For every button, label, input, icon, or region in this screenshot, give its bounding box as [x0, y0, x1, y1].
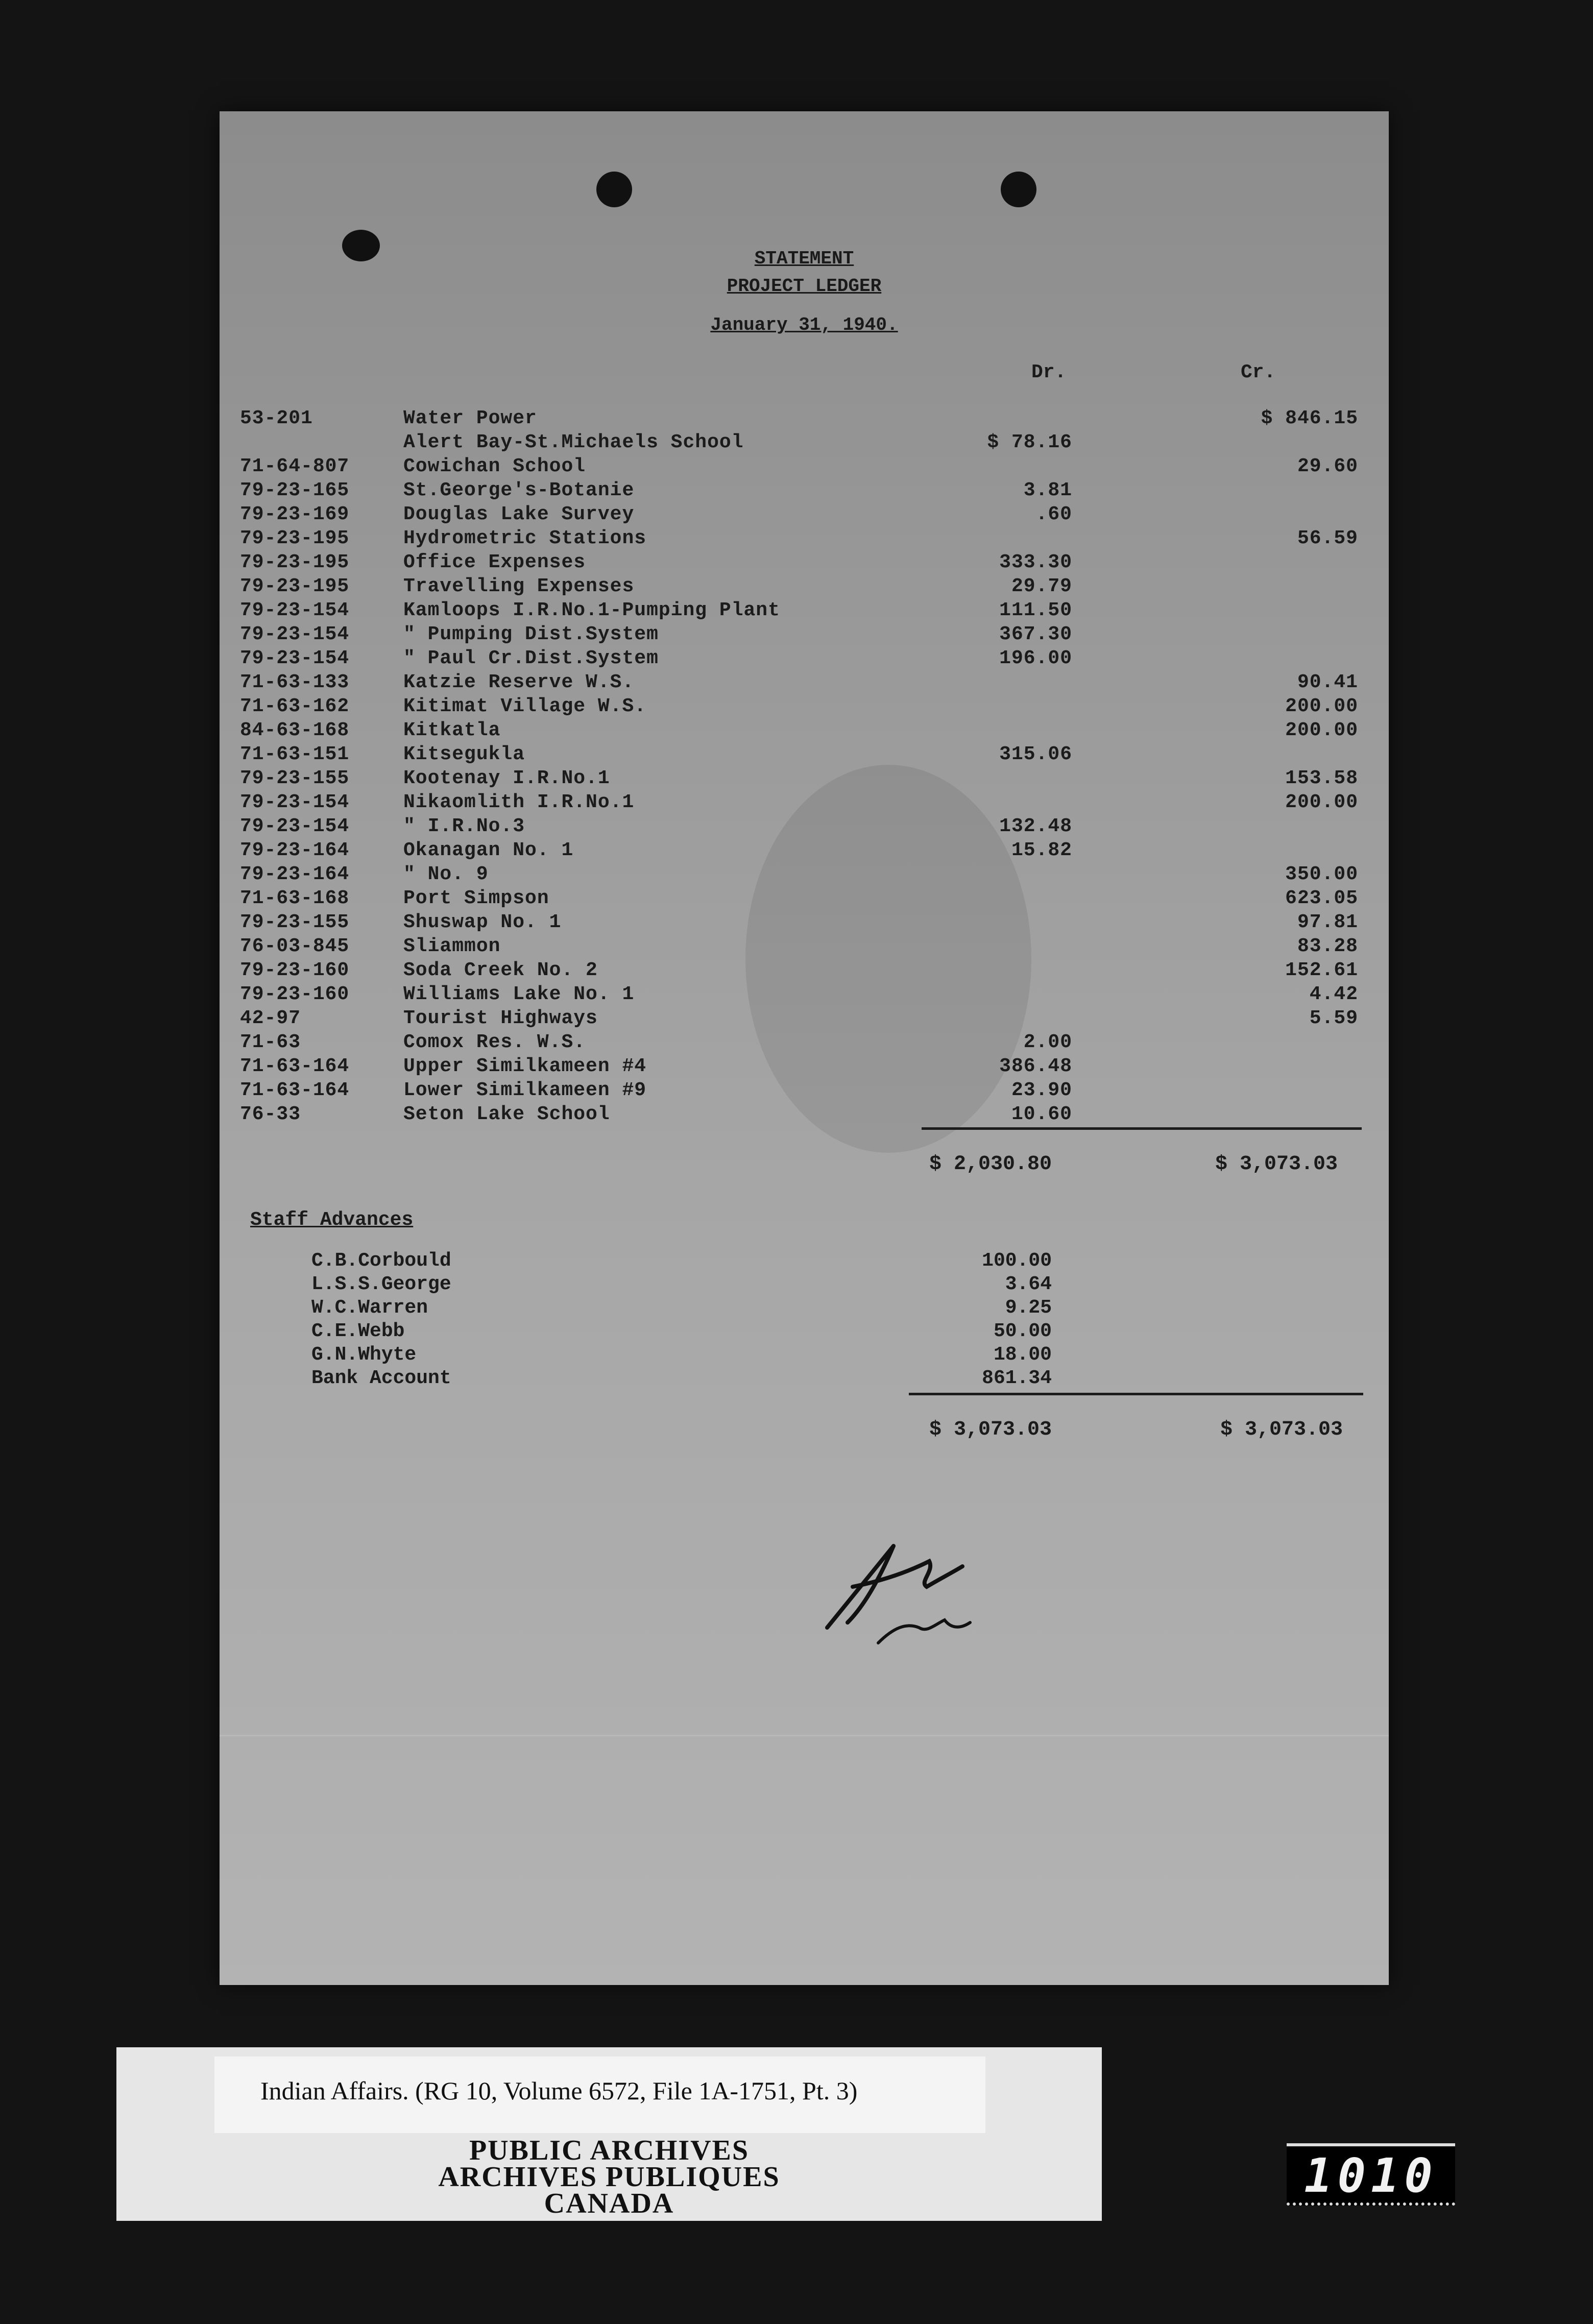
ledger-credit: 29.60 [1297, 455, 1358, 477]
ledger-credit: 97.81 [1297, 911, 1358, 933]
ledger-credit: $ 846.15 [1261, 407, 1358, 429]
ledger-code: 71-63-133 [240, 671, 350, 693]
ledger-description: Sliammon [403, 935, 501, 957]
staff-advance-amount: 3.64 [1005, 1273, 1052, 1295]
ledger-row [240, 791, 1373, 815]
ledger-debit: 367.30 [999, 623, 1072, 645]
ledger-description: Tourist Highways [403, 1007, 598, 1029]
ledger-description: Katzie Reserve W.S. [403, 671, 635, 693]
ledger-row [240, 479, 1373, 503]
ledger-credit: 5.59 [1309, 1007, 1358, 1029]
ledger-row [240, 983, 1373, 1007]
ledger-credit: 152.61 [1285, 959, 1358, 981]
ledger-debit: 10.60 [1011, 1103, 1072, 1125]
ledger-code: 79-23-160 [240, 959, 350, 981]
ledger-debit: 29.79 [1011, 575, 1072, 597]
ledger-row [240, 743, 1373, 767]
staff-advance-name: G.N.Whyte [311, 1344, 417, 1366]
ledger-row [240, 719, 1373, 743]
staff-advance-row [311, 1344, 1077, 1367]
statement-title: STATEMENT [754, 248, 854, 269]
ledger-code: 84-63-168 [240, 719, 350, 741]
grand-total-rule [909, 1393, 1363, 1395]
staff-advance-row [311, 1273, 1077, 1297]
ledger-description: " No. 9 [403, 863, 489, 885]
ledger-code: 76-03-845 [240, 935, 350, 957]
ledger-description: Soda Creek No. 2 [403, 959, 598, 981]
staff-advance-name: W.C.Warren [311, 1297, 428, 1319]
ledger-description: Upper Similkameen #4 [403, 1055, 647, 1077]
ledger-description: Nikaomlith I.R.No.1 [403, 791, 635, 813]
ledger-row [240, 1103, 1373, 1127]
staff-advance-amount: 9.25 [1005, 1297, 1052, 1319]
debit-column-header: Dr. [1031, 361, 1067, 383]
ledger-row [240, 551, 1373, 575]
frame-number: 1010 [1304, 2148, 1438, 2203]
ledger-title: PROJECT LEDGER [727, 276, 882, 297]
ledger-description: Williams Lake No. 1 [403, 983, 635, 1005]
staff-advance-row [311, 1320, 1077, 1344]
ledger-credit: 56.59 [1297, 527, 1358, 549]
ledger-debit: 15.82 [1011, 839, 1072, 861]
ledger-description: " I.R.No.3 [403, 815, 525, 837]
ledger-row [240, 671, 1373, 695]
staff-advance-name: C.E.Webb [311, 1320, 405, 1342]
fold-line [220, 1735, 1389, 1736]
ledger-row [240, 431, 1373, 455]
ledger-row [240, 407, 1373, 431]
ledger-debit: 196.00 [999, 647, 1072, 669]
ledger-description: Water Power [403, 407, 537, 429]
ledger-code: 79-23-164 [240, 839, 350, 861]
ledger-description: Okanagan No. 1 [403, 839, 574, 861]
ledger-code: 79-23-154 [240, 599, 350, 621]
ledger-code: 79-23-169 [240, 503, 350, 525]
staff-advance-amount: 100.00 [982, 1250, 1052, 1272]
staff-advance-name: Bank Account [311, 1367, 451, 1389]
ledger-description: Kamloops I.R.No.1-Pumping Plant [403, 599, 780, 621]
ledger-debit: 23.90 [1011, 1079, 1072, 1101]
ledger-row [240, 695, 1373, 719]
punch-hole [1001, 172, 1036, 207]
ledger-code: 79-23-195 [240, 551, 350, 573]
ledger-debit: 333.30 [999, 551, 1072, 573]
ledger-code: 79-23-195 [240, 575, 350, 597]
ledger-row [240, 575, 1373, 599]
staff-advance-row [311, 1297, 1077, 1320]
ledger-credit: 350.00 [1285, 863, 1358, 885]
staff-advance-amount: 50.00 [993, 1320, 1052, 1342]
ledger-row [240, 887, 1373, 911]
ledger-row [240, 959, 1373, 983]
ledger-description: Office Expenses [403, 551, 586, 573]
ledger-description: " Paul Cr.Dist.System [403, 647, 659, 669]
ledger-row [240, 935, 1373, 959]
punch-hole [596, 172, 632, 207]
ledger-description: Alert Bay-St.Michaels School [403, 431, 744, 453]
ledger-row [240, 815, 1373, 839]
archive-line-1: PUBLIC ARCHIVES [469, 2135, 750, 2166]
ledger-sheet [220, 111, 1389, 1985]
subtotal-rule [922, 1127, 1362, 1130]
staff-advance-row [311, 1367, 1077, 1391]
ledger-code: 79-23-164 [240, 863, 350, 885]
ledger-debit: 2.00 [1023, 1031, 1072, 1053]
ledger-code: 79-23-195 [240, 527, 350, 549]
credit-subtotal: $ 3,073.03 [1215, 1153, 1338, 1176]
ledger-row [240, 1055, 1373, 1079]
ledger-row [240, 527, 1373, 551]
ledger-description: Port Simpson [403, 887, 549, 909]
ledger-credit: 200.00 [1285, 719, 1358, 741]
frame-number-label [1287, 2143, 1455, 2206]
ledger-credit: 153.58 [1285, 767, 1358, 789]
ledger-code: 71-63-168 [240, 887, 350, 909]
ledger-code: 42-97 [240, 1007, 301, 1029]
ledger-debit: $ 78.16 [987, 431, 1072, 453]
ledger-credit: 90.41 [1297, 671, 1358, 693]
ledger-code: 79-23-154 [240, 791, 350, 813]
ledger-description: Comox Res. W.S. [403, 1031, 586, 1053]
ledger-description: Hydrometric Stations [403, 527, 647, 549]
ledger-description: Seton Lake School [403, 1103, 610, 1125]
ledger-code: 79-23-160 [240, 983, 350, 1005]
ledger-debit: 132.48 [999, 815, 1072, 837]
ledger-debit: 315.06 [999, 743, 1072, 765]
ledger-description: Kitkatla [403, 719, 501, 741]
ledger-debit: 3.81 [1023, 479, 1072, 501]
ledger-description: Lower Similkameen #9 [403, 1079, 647, 1101]
ledger-code: 71-63 [240, 1031, 301, 1053]
ledger-credit: 623.05 [1285, 887, 1358, 909]
archive-reference: Indian Affairs. (RG 10, Volume 6572, File 1A-1751, Pt. 3) [260, 2076, 858, 2105]
handwritten-signature [817, 1526, 980, 1648]
ledger-row [240, 839, 1373, 863]
ledger-code: 76-33 [240, 1103, 301, 1125]
ledger-credit: 4.42 [1309, 983, 1358, 1005]
ledger-description: Shuswap No. 1 [403, 911, 562, 933]
ledger-row [240, 1031, 1373, 1055]
ledger-debit: 111.50 [999, 599, 1072, 621]
ledger-row [240, 1079, 1373, 1103]
archive-line-3: CANADA [544, 2188, 674, 2219]
staff-advances-title: Staff Advances [250, 1209, 414, 1231]
ledger-code: 53-201 [240, 407, 313, 429]
ledger-credit: 200.00 [1285, 791, 1358, 813]
ledger-code: 79-23-154 [240, 647, 350, 669]
ledger-code: 71-63-162 [240, 695, 350, 717]
staff-advance-name: C.B.Corbould [311, 1250, 451, 1272]
ledger-row [240, 623, 1373, 647]
archive-reference-card [214, 2056, 985, 2133]
ledger-row [240, 767, 1373, 791]
ledger-description: Douglas Lake Survey [403, 503, 635, 525]
ledger-debit: 386.48 [999, 1055, 1072, 1077]
staff-advance-row [311, 1250, 1077, 1273]
ledger-description: Kitsegukla [403, 743, 525, 765]
ledger-row [240, 455, 1373, 479]
ledger-description: " Pumping Dist.System [403, 623, 659, 645]
credit-grand-total: $ 3,073.03 [1220, 1418, 1343, 1441]
ledger-row [240, 911, 1373, 935]
ledger-row [240, 1007, 1373, 1031]
ledger-code: 71-63-164 [240, 1055, 350, 1077]
ledger-row [240, 503, 1373, 527]
ledger-row [240, 863, 1373, 887]
ledger-code: 79-23-154 [240, 815, 350, 837]
debit-subtotal: $ 2,030.80 [929, 1153, 1052, 1176]
ledger-code: 79-23-155 [240, 911, 350, 933]
ledger-code: 79-23-155 [240, 767, 350, 789]
ledger-code: 71-63-164 [240, 1079, 350, 1101]
ledger-code: 79-23-154 [240, 623, 350, 645]
archive-line-2: ARCHIVES PUBLIQUES [438, 2161, 780, 2193]
ledger-code: 71-64-807 [240, 455, 350, 477]
ledger-code: 79-23-165 [240, 479, 350, 501]
staff-advance-amount: 18.00 [993, 1344, 1052, 1366]
ledger-description: St.George's-Botanie [403, 479, 635, 501]
ledger-row [240, 599, 1373, 623]
statement-date: January 31, 1940. [710, 314, 898, 335]
ledger-description: Kootenay I.R.No.1 [403, 767, 610, 789]
staff-advance-name: L.S.S.George [311, 1273, 451, 1295]
ledger-credit: 83.28 [1297, 935, 1358, 957]
ledger-description: Travelling Expenses [403, 575, 635, 597]
credit-column-header: Cr. [1241, 361, 1276, 383]
ledger-row [240, 647, 1373, 671]
staff-advance-amount: 861.34 [982, 1367, 1052, 1389]
ledger-code: 71-63-151 [240, 743, 350, 765]
ledger-credit: 200.00 [1285, 695, 1358, 717]
ledger-debit: .60 [1035, 503, 1072, 525]
ledger-description: Cowichan School [403, 455, 586, 477]
ledger-description: Kitimat Village W.S. [403, 695, 647, 717]
debit-grand-total: $ 3,073.03 [929, 1418, 1052, 1441]
